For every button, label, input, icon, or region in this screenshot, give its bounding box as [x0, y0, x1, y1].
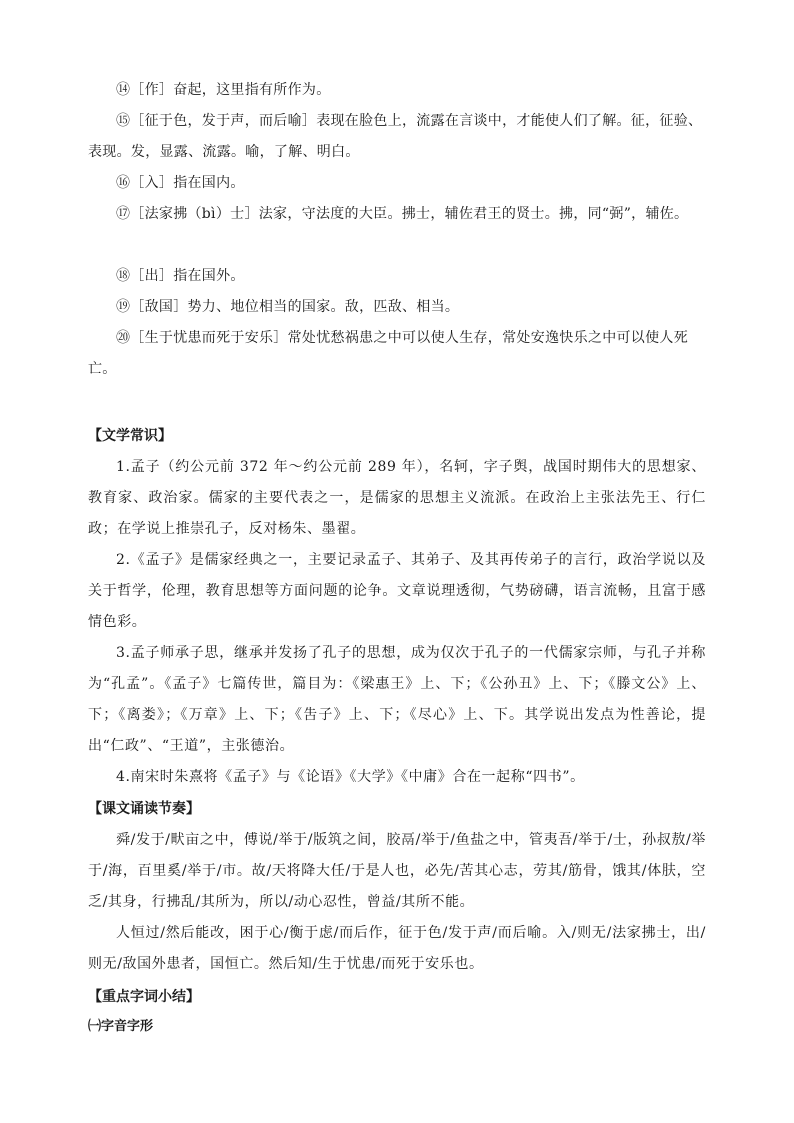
literature-heading: 【文学常识】 — [88, 428, 172, 444]
note-14: ⑭［作］奋起，这里指有所作为。 — [116, 82, 331, 98]
rhythm-heading: 【课文诵读节奏】 — [88, 801, 200, 817]
note-18: ⑱［出］指在国外。 — [116, 268, 245, 284]
note-20: ⑳［生于忧患而死于安乐］常处忧愁祸患之中可以使人生存，常处安逸快乐之中可以使人死亡。 — [88, 330, 688, 377]
note-17: ⑰［法家拂（bì）士］法家，守法度的大臣。拂士，辅佐君王的贤士。拂，同“弼”，辅佐。 — [116, 206, 689, 222]
note-19: ⑲［敌国］势力、地位相当的国家。敌，匹敌、相当。 — [116, 299, 460, 315]
keywords-heading: 【重点字词小结】 — [88, 989, 200, 1005]
note-15: ⑮［征于色，发于声，而后喻］表现在脸色上，流露在言谈中，才能使人们了解。征，征验、表现。发，显露、流露。喻，了解、明白。 — [88, 113, 703, 160]
rhythm-paragraph-1: 舜/发于/畎亩之中，傅说/举于/版筑之间，胶鬲/举于/鱼盐之中，管夷吾/举于/士，孙叔敖/举于/海，百里奚/举于/市。故/天将降大任/于是人也，必先/苦其心志，劳其/筋骨，饿其/体肤，空乏/其身，行拂乱/其所为，所以/动心忍性，曾益/其所不能。 — [88, 832, 706, 910]
keywords-subheading: ㈠字音字形 — [88, 1019, 154, 1034]
literature-item-2: 2.《孟子》是儒家经典之一，主要记录孟子、其弟子、及其再传弟子的言行，政治学说以及关于哲学，伦理，教育思想等方面问题的论争。文章说理透彻，气势磅礴，语言流畅，且富于感情色彩。 — [88, 552, 706, 630]
note-16: ⑯［入］指在国内。 — [116, 175, 245, 191]
literature-item-1: 1.孟子（约公元前 372 年～约公元前 289 年），名轲，字子舆，战国时期伟大的思想家、教育家、政治家。儒家的主要代表之一，是儒家的思想主义流派。在政治上主张法先王、行仁政；在学说上推崇孔子，反对杨朱、墨翟。 — [88, 459, 706, 537]
literature-item-4: 4.南宋时朱熹将《孟子》与《论语》《大学》《中庸》合在一起称“四书”。 — [116, 769, 585, 785]
literature-item-3: 3.孟子师承子思，继承并发扬了孔子的思想，成为仅次于孔子的一代儒家宗师，与孔子并称为“孔孟”。《孟子》七篇传世，篇目为：《梁惠王》上、下；《公孙丑》上、下；《滕文公》上、下；《离娄》；《万章》上、下；《吿子》上、下；《尽心》上、下。其学说出发点为性善论，提出“仁政”、“王道”，主张德治。 — [88, 645, 706, 754]
rhythm-paragraph-2: 人恒过/然后能改，困于心/衡于虑/而后作，征于色/发于声/而后喻。入/则无/法家拂士，出/则无/敌国外患者，国恒亡。然后知/生于忧患/而死于安乐也。 — [88, 925, 706, 972]
